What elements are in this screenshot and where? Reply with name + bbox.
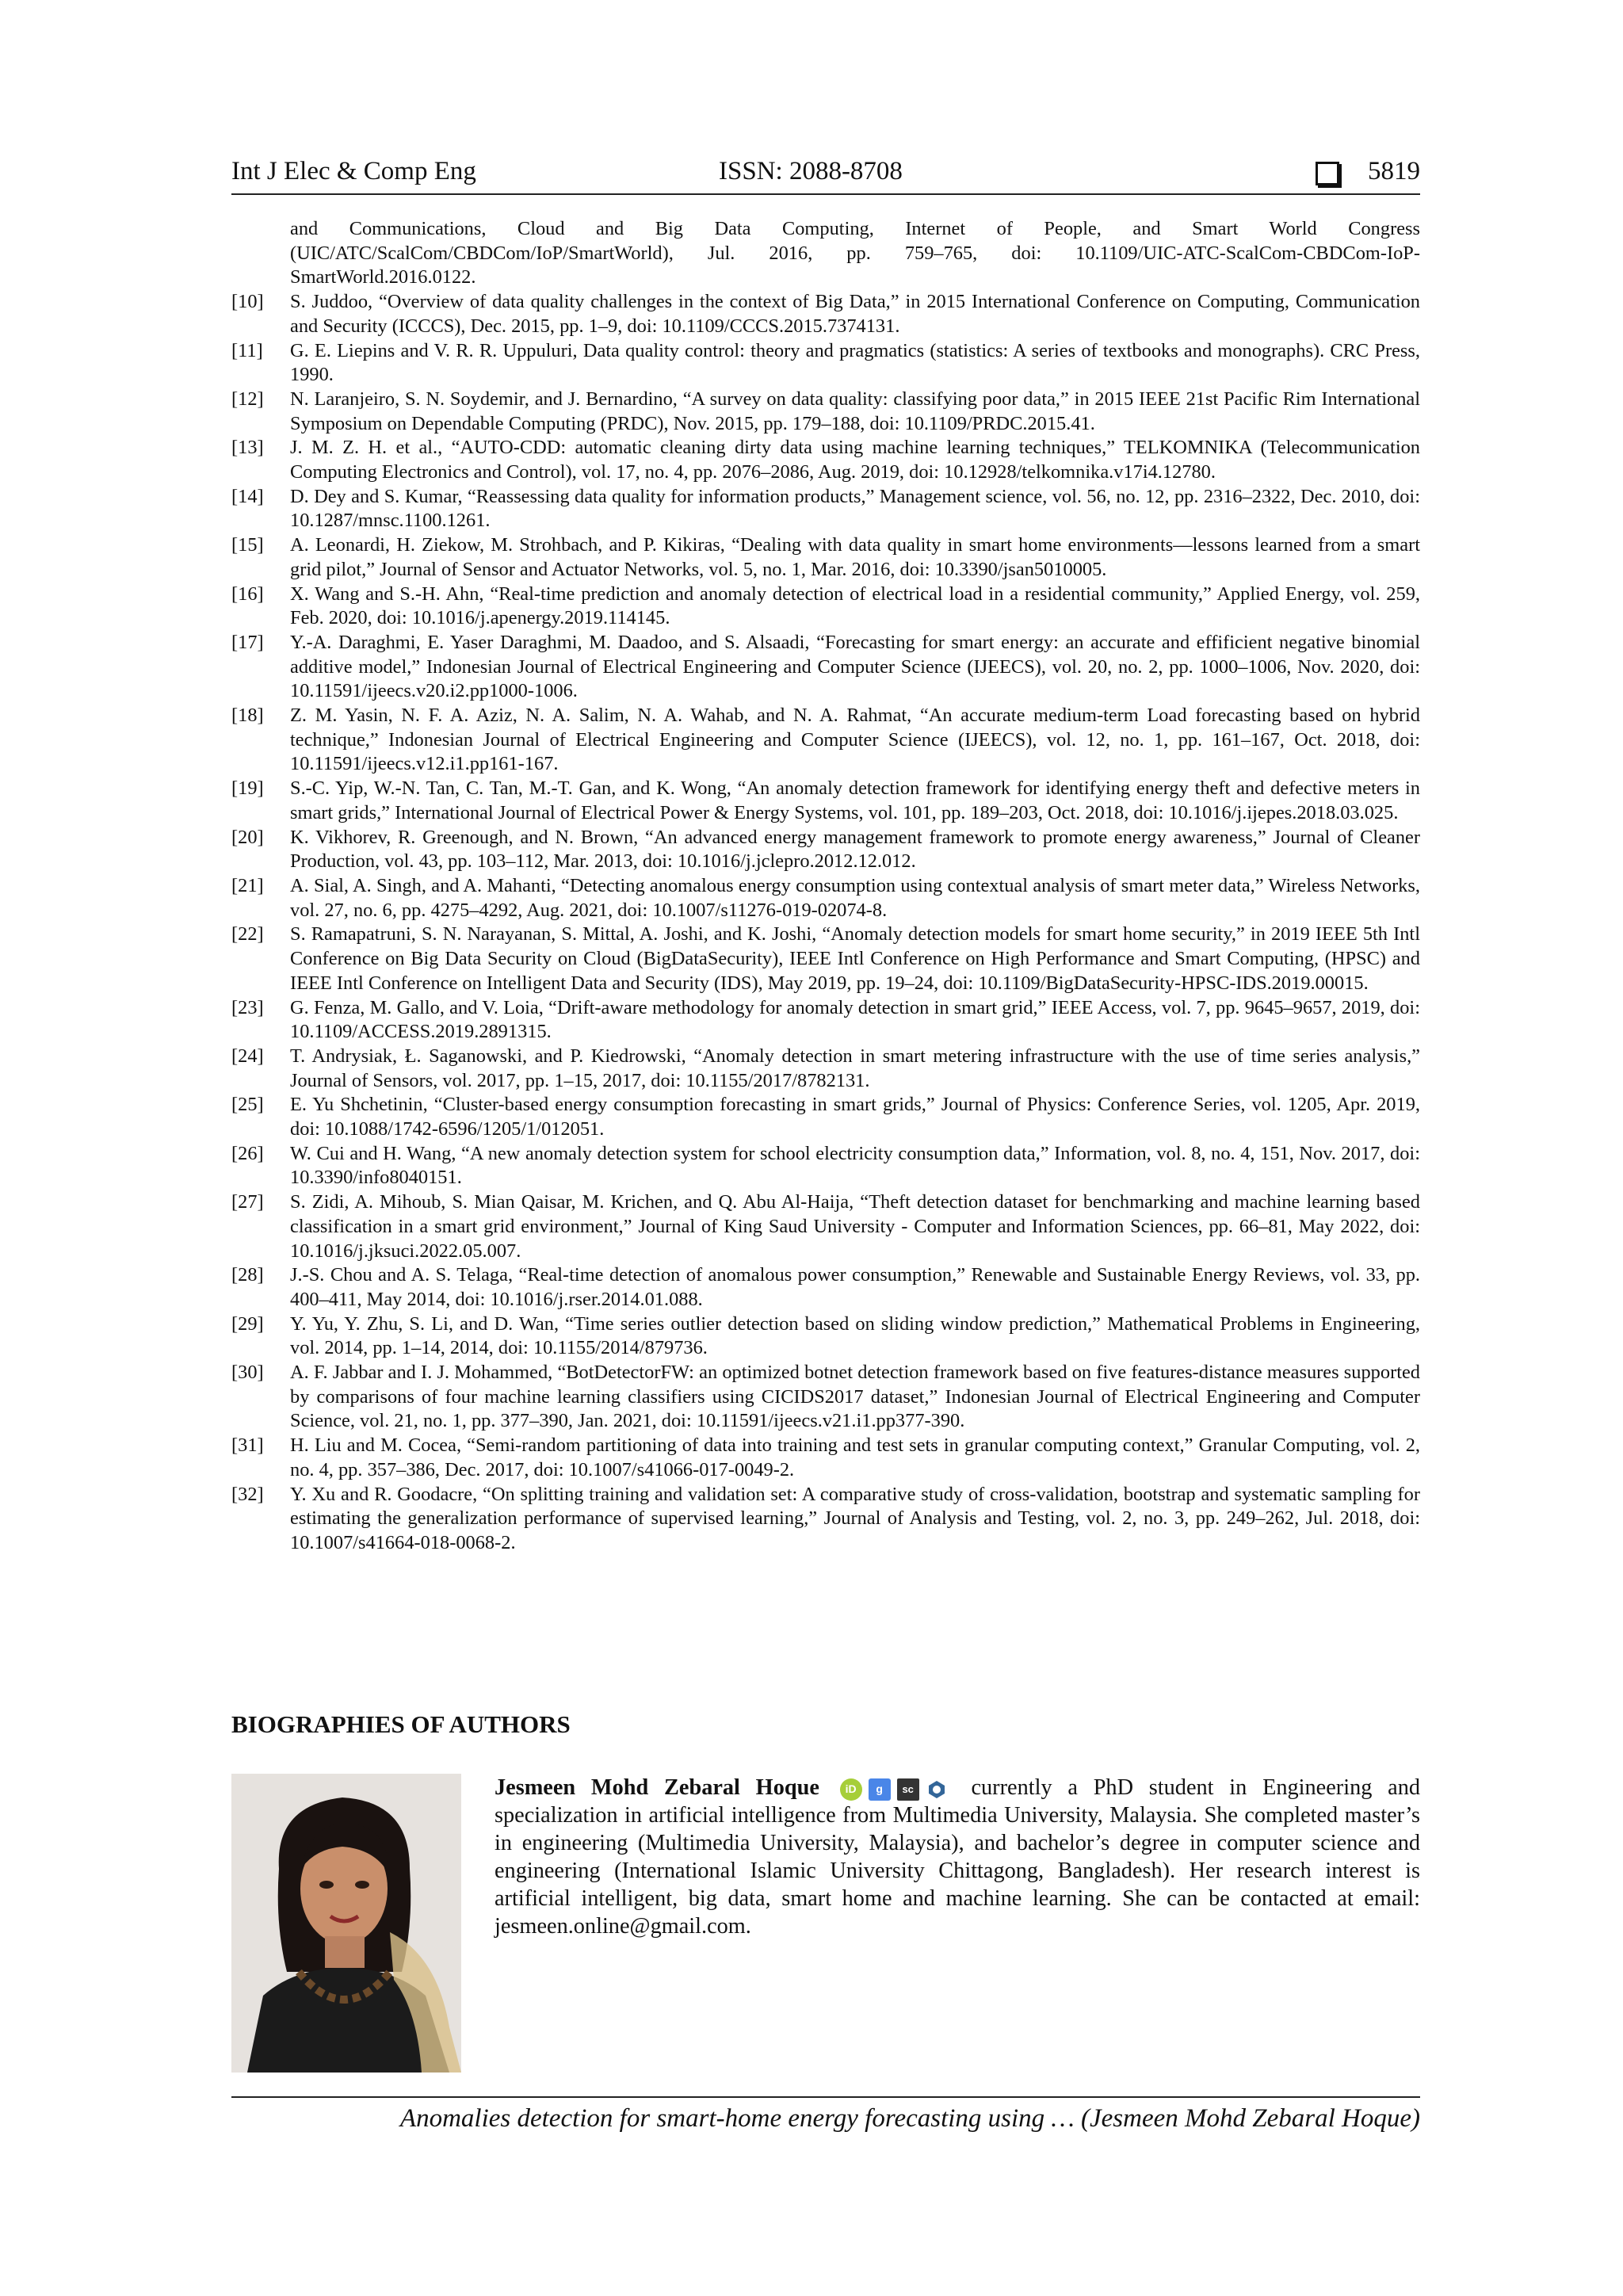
reference-item [231, 996, 1420, 1045]
reference-number: [19] [231, 777, 264, 800]
reference-text: S. Ramapatruni, S. N. Narayanan, S. Mittal, A. Joshi, and K. Joshi, “Anomaly detection models for smart home security,” in 2019 IEEE 5th Intl Conference on Big Data Security on Cloud (BigDataSecurity), IEEE Intl Conference on High Performance and Smart Computing, (HPSC) and IEEE Intl Conference on Intelligent Data and Security (IDS), May 2019, pp. 19–24, doi: 10.1109/BigDataSecurity-HPSC-IDS.2019.00015. [290, 923, 1420, 994]
reference-number: [16] [231, 583, 264, 605]
reference-text: S.-C. Yip, W.-N. Tan, C. Tan, M.-T. Gan, and K. Wong, “An anomaly detection framework for identifying energy theft and defective meters in smart grids,” International Journal of Electrical Power & Energy Systems, vol. 101, pp. 189–203, Oct. 2018, doi: 10.1016/j.ijepes.2018.03.025. [290, 777, 1420, 823]
reference-number [231, 217, 290, 290]
reference-number: [30] [231, 1362, 264, 1384]
reference-text: Z. M. Yasin, N. F. A. Aziz, N. A. Salim, N. A. Wahab, and N. A. Rahmat, “An accurate medium-term Load forecasting based on hybrid technique,” Indonesian Journal of Electrical Engineering and Computer Science (IJEECS), vol. 12, no. 1, pp. 161–167, Oct. 2018, doi: 10.11591/ijeecs.v12.i1.pp161-167. [290, 705, 1420, 775]
reference-item [231, 1312, 1420, 1361]
reference-text: K. Vikhorev, R. Greenough, and N. Brown, “An advanced energy management framework to promote energy awareness,” Journal of Cleaner Production, vol. 43, pp. 103–112, Mar. 2013, doi: 10.1016/j.jclepro.2012.12.012. [290, 826, 1420, 873]
publons-icon[interactable] [926, 1778, 948, 1801]
orcid-icon[interactable]: iD [840, 1778, 862, 1801]
google-scholar-icon[interactable]: g [869, 1778, 891, 1801]
reference-item [231, 1190, 1420, 1263]
reference-list [231, 217, 1420, 1556]
reference-item [231, 436, 1420, 484]
reference-text: G. Fenza, M. Gallo, and V. Loia, “Drift-aware methodology for anomaly detection in smart grid,” IEEE Access, vol. 7, pp. 9645–9657, 2019, doi: 10.1109/ACCESS.2019.2891315. [290, 996, 1420, 1043]
reference-text: X. Wang and S.-H. Ahn, “Real-time prediction and anomaly detection of electrical load in a residential community,” Applied Energy, vol. 259, Feb. 2020, doi: 10.1016/j.apenergy.2019.114145. [290, 583, 1420, 629]
reference-number: [23] [231, 996, 264, 1018]
reference-number: [13] [231, 437, 264, 459]
reference-text: A. F. Jabbar and I. J. Mohammed, “BotDetectorFW: an optimized botnet detection framework based on five features-distance measures supported by comparisons of four machine learning classifiers using CICIDS2017 dataset,” Indonesian Journal of Electrical Engineering and Computer Science, vol. 21, no. 1, pp. 377–390, Jan. 2021, doi: 10.11591/ijeecs.v21.i1.pp377-390. [290, 1362, 1420, 1432]
reference-item [231, 1045, 1420, 1093]
page-number: 5819 [1368, 157, 1420, 185]
reference-item [231, 217, 1420, 290]
reference-text: Y. Xu and R. Goodacre, “On splitting training and validation set: A comparative study of cross-validation, bootstrap and systematic sampling for estimating the generalization performance of supervised learning,” Journal of Analysis and Testing, vol. 2, no. 3, pp. 249–262, Jul. 2018, doi: 10.1007/s41664-018-0068-2. [290, 1483, 1420, 1553]
reference-number: [24] [231, 1045, 264, 1067]
author-bio [495, 1774, 1420, 1940]
reference-number: [28] [231, 1264, 264, 1286]
reference-item [231, 485, 1420, 533]
page-footer [231, 2096, 1420, 2133]
reference-item [231, 1483, 1420, 1556]
reference-number: [12] [231, 388, 264, 410]
reference-text: G. E. Liepins and V. R. R. Uppuluri, Data quality control: theory and pragmatics (statistics: A series of textbooks and monographs). CRC Press, 1990. [290, 339, 1420, 386]
reference-text: J. M. Z. H. et al., “AUTO-CDD: automatic cleaning dirty data using machine learning techniques,” TELKOMNIKA (Telecommunication Computing Electronics and Control), vol. 17, no. 4, pp. 2076–2086, Aug. 2019, doi: 10.12928/telkomnika.v17i4.12780. [290, 437, 1420, 483]
reference-text: and Communications, Cloud and Big Data Computing, Internet of People, and Smart World Congress (UIC/ATC/ScalCom/CBDCom/IoP/SmartWorld), Jul. 2016, pp. 759–765, doi: 10.1109/UIC-ATC-ScalCom-CBDCom-IoP-SmartWorld.2016.0122. [290, 218, 1420, 288]
author-bio-text: currently a PhD student in Engineering and specialization in artificial intelligence from Multimedia University, Malaysia. She completed master’s in engineering (Multimedia University, Malaysia), and bachelor’s degree in computer science and engineering (International Islamic University Chittagong, Bangladesh). Her research interest is artificial intelligent, big data, smart home and machine learning. She can be contacted at email: jesmeen.online@gmail.com. [495, 1775, 1420, 1939]
reference-item [231, 1263, 1420, 1312]
reference-text: S. Juddoo, “Overview of data quality challenges in the context of Big Data,” in 2015 International Conference on Computing, Communication and Security (ICCCS), Dec. 2015, pp. 1–9, doi: 10.1109/CCCS.2015.7374131. [290, 291, 1420, 337]
reference-text: A. Leonardi, H. Ziekow, M. Strohbach, and P. Kikiras, “Dealing with data quality in smart home environments—lessons learned from a smart grid pilot,” Journal of Sensor and Actuator Networks, vol. 5, no. 1, Mar. 2016, doi: 10.3390/jsan5010005. [290, 534, 1420, 580]
reference-item [231, 631, 1420, 704]
author-photo [231, 1774, 461, 2073]
journal-name: Int J Elec & Comp Eng [231, 157, 476, 185]
reference-item [231, 1093, 1420, 1141]
page-number-group [1316, 157, 1420, 186]
reference-number: [11] [231, 339, 263, 361]
square-bullet-icon [1316, 162, 1339, 185]
reference-number: [26] [231, 1142, 264, 1164]
reference-text: A. Sial, A. Singh, and A. Mahanti, “Detecting anomalous energy consumption using contextual analysis of smart meter data,” Wireless Networks, vol. 27, no. 6, pp. 4275–4292, Aug. 2021, doi: 10.1007/s11276-019-02074-8. [290, 874, 1420, 921]
reference-item [231, 533, 1420, 582]
reference-number: [17] [231, 631, 264, 653]
running-title: Anomalies detection for smart-home energy forecasting using … (Jesmeen Mohd Zebaral Hoque) [399, 2104, 1420, 2133]
reference-number: [14] [231, 485, 264, 507]
reference-number: [15] [231, 534, 264, 556]
reference-text: Y.-A. Daraghmi, E. Yaser Daraghmi, M. Daadoo, and S. Alsaadi, “Forecasting for smart energy: an accurate and effificient negative binomial additive model,” Indonesian Journal of Electrical Engineering and Computer Science (IJEECS), vol. 20, no. 2, pp. 1000–1006, Nov. 2020, doi: 10.11591/ijeecs.v20.i2.pp1000-1006. [290, 631, 1420, 702]
reference-text: J.-S. Chou and A. S. Telaga, “Real-time detection of anomalous power consumption,” Renewable and Sustainable Energy Reviews, vol. 33, pp. 400–411, May 2014, doi: 10.1016/j.rser.2014.01.088. [290, 1264, 1420, 1310]
reference-text: D. Dey and S. Kumar, “Reassessing data quality for information products,” Management science, vol. 56, no. 12, pp. 2316–2322, Dec. 2010, doi: 10.1287/mnsc.1100.1261. [290, 485, 1420, 532]
reference-item [231, 923, 1420, 995]
reference-text: N. Laranjeiro, S. N. Soydemir, and J. Bernardino, “A survey on data quality: classifying poor data,” in 2015 IEEE 21st Pacific Rim International Symposium on Dependable Computing (PRDC), Nov. 2015, pp. 179–188, doi: 10.1109/PRDC.2015.41. [290, 388, 1420, 434]
page-header [231, 154, 1420, 195]
reference-item [231, 339, 1420, 388]
reference-number: [32] [231, 1483, 264, 1505]
reference-number: [18] [231, 705, 264, 727]
reference-item [231, 704, 1420, 777]
reference-item [231, 1361, 1420, 1434]
reference-item [231, 777, 1420, 825]
reference-item [231, 874, 1420, 923]
reference-item [231, 1434, 1420, 1482]
reference-text: Y. Yu, Y. Zhu, S. Li, and D. Wan, “Time series outlier detection based on sliding window prediction,” Mathematical Problems in Engineering, vol. 2014, pp. 1–14, 2014, doi: 10.1155/2014/879736. [290, 1312, 1420, 1359]
reference-number: [29] [231, 1312, 264, 1335]
reference-text: S. Zidi, A. Mihoub, S. Mian Qaisar, M. Krichen, and Q. Abu Al-Haija, “Theft detection dataset for benchmarking and machine learning based classification in a smart grid environment,” Journal of King Saud University - Computer and Information Sciences, pp. 66–81, May 2022, doi: 10.1016/j.jksuci.2022.05.007. [290, 1191, 1420, 1262]
reference-item [231, 388, 1420, 436]
reference-number: [10] [231, 291, 264, 313]
reference-item [231, 290, 1420, 338]
author-name: Jesmeen Mohd Zebaral Hoque [495, 1775, 819, 1800]
reference-number: [31] [231, 1435, 264, 1457]
reference-item [231, 826, 1420, 874]
reference-number: [25] [231, 1094, 264, 1116]
reference-number: [22] [231, 923, 264, 946]
reference-item [231, 583, 1420, 631]
biographies-heading: BIOGRAPHIES OF AUTHORS [231, 1710, 571, 1738]
reference-text: H. Liu and M. Cocea, “Semi-random partitioning of data into training and test sets in granular computing context,” Granular Computing, vol. 2, no. 4, pp. 357–386, Dec. 2017, doi: 10.1007/s41066-017-0049-2. [290, 1435, 1420, 1480]
issn: ISSN: 2088-8708 [719, 157, 903, 185]
reference-item [231, 1142, 1420, 1190]
scopus-icon[interactable]: sc [897, 1778, 919, 1801]
reference-text: W. Cui and H. Wang, “A new anomaly detection system for school electricity consumption data,” Information, vol. 8, no. 4, 151, Nov. 2017, doi: 10.3390/info8040151. [290, 1142, 1420, 1189]
reference-number: [20] [231, 826, 264, 848]
reference-text: E. Yu Shchetinin, “Cluster-based energy consumption forecasting in smart grids,” Journal of Physics: Conference Series, vol. 1205, Apr. 2019, doi: 10.1088/1742-6596/1205/1/012051. [290, 1094, 1420, 1140]
author-profile-icons [840, 1778, 948, 1801]
reference-number: [21] [231, 874, 264, 896]
reference-text: T. Andrysiak, Ł. Saganowski, and P. Kiedrowski, “Anomaly detection in smart metering infrastructure with the use of time series analysis,” Journal of Sensors, vol. 2017, pp. 1–15, 2017, doi: 10.1155/2017/8782131. [290, 1045, 1420, 1091]
reference-number: [27] [231, 1191, 264, 1213]
